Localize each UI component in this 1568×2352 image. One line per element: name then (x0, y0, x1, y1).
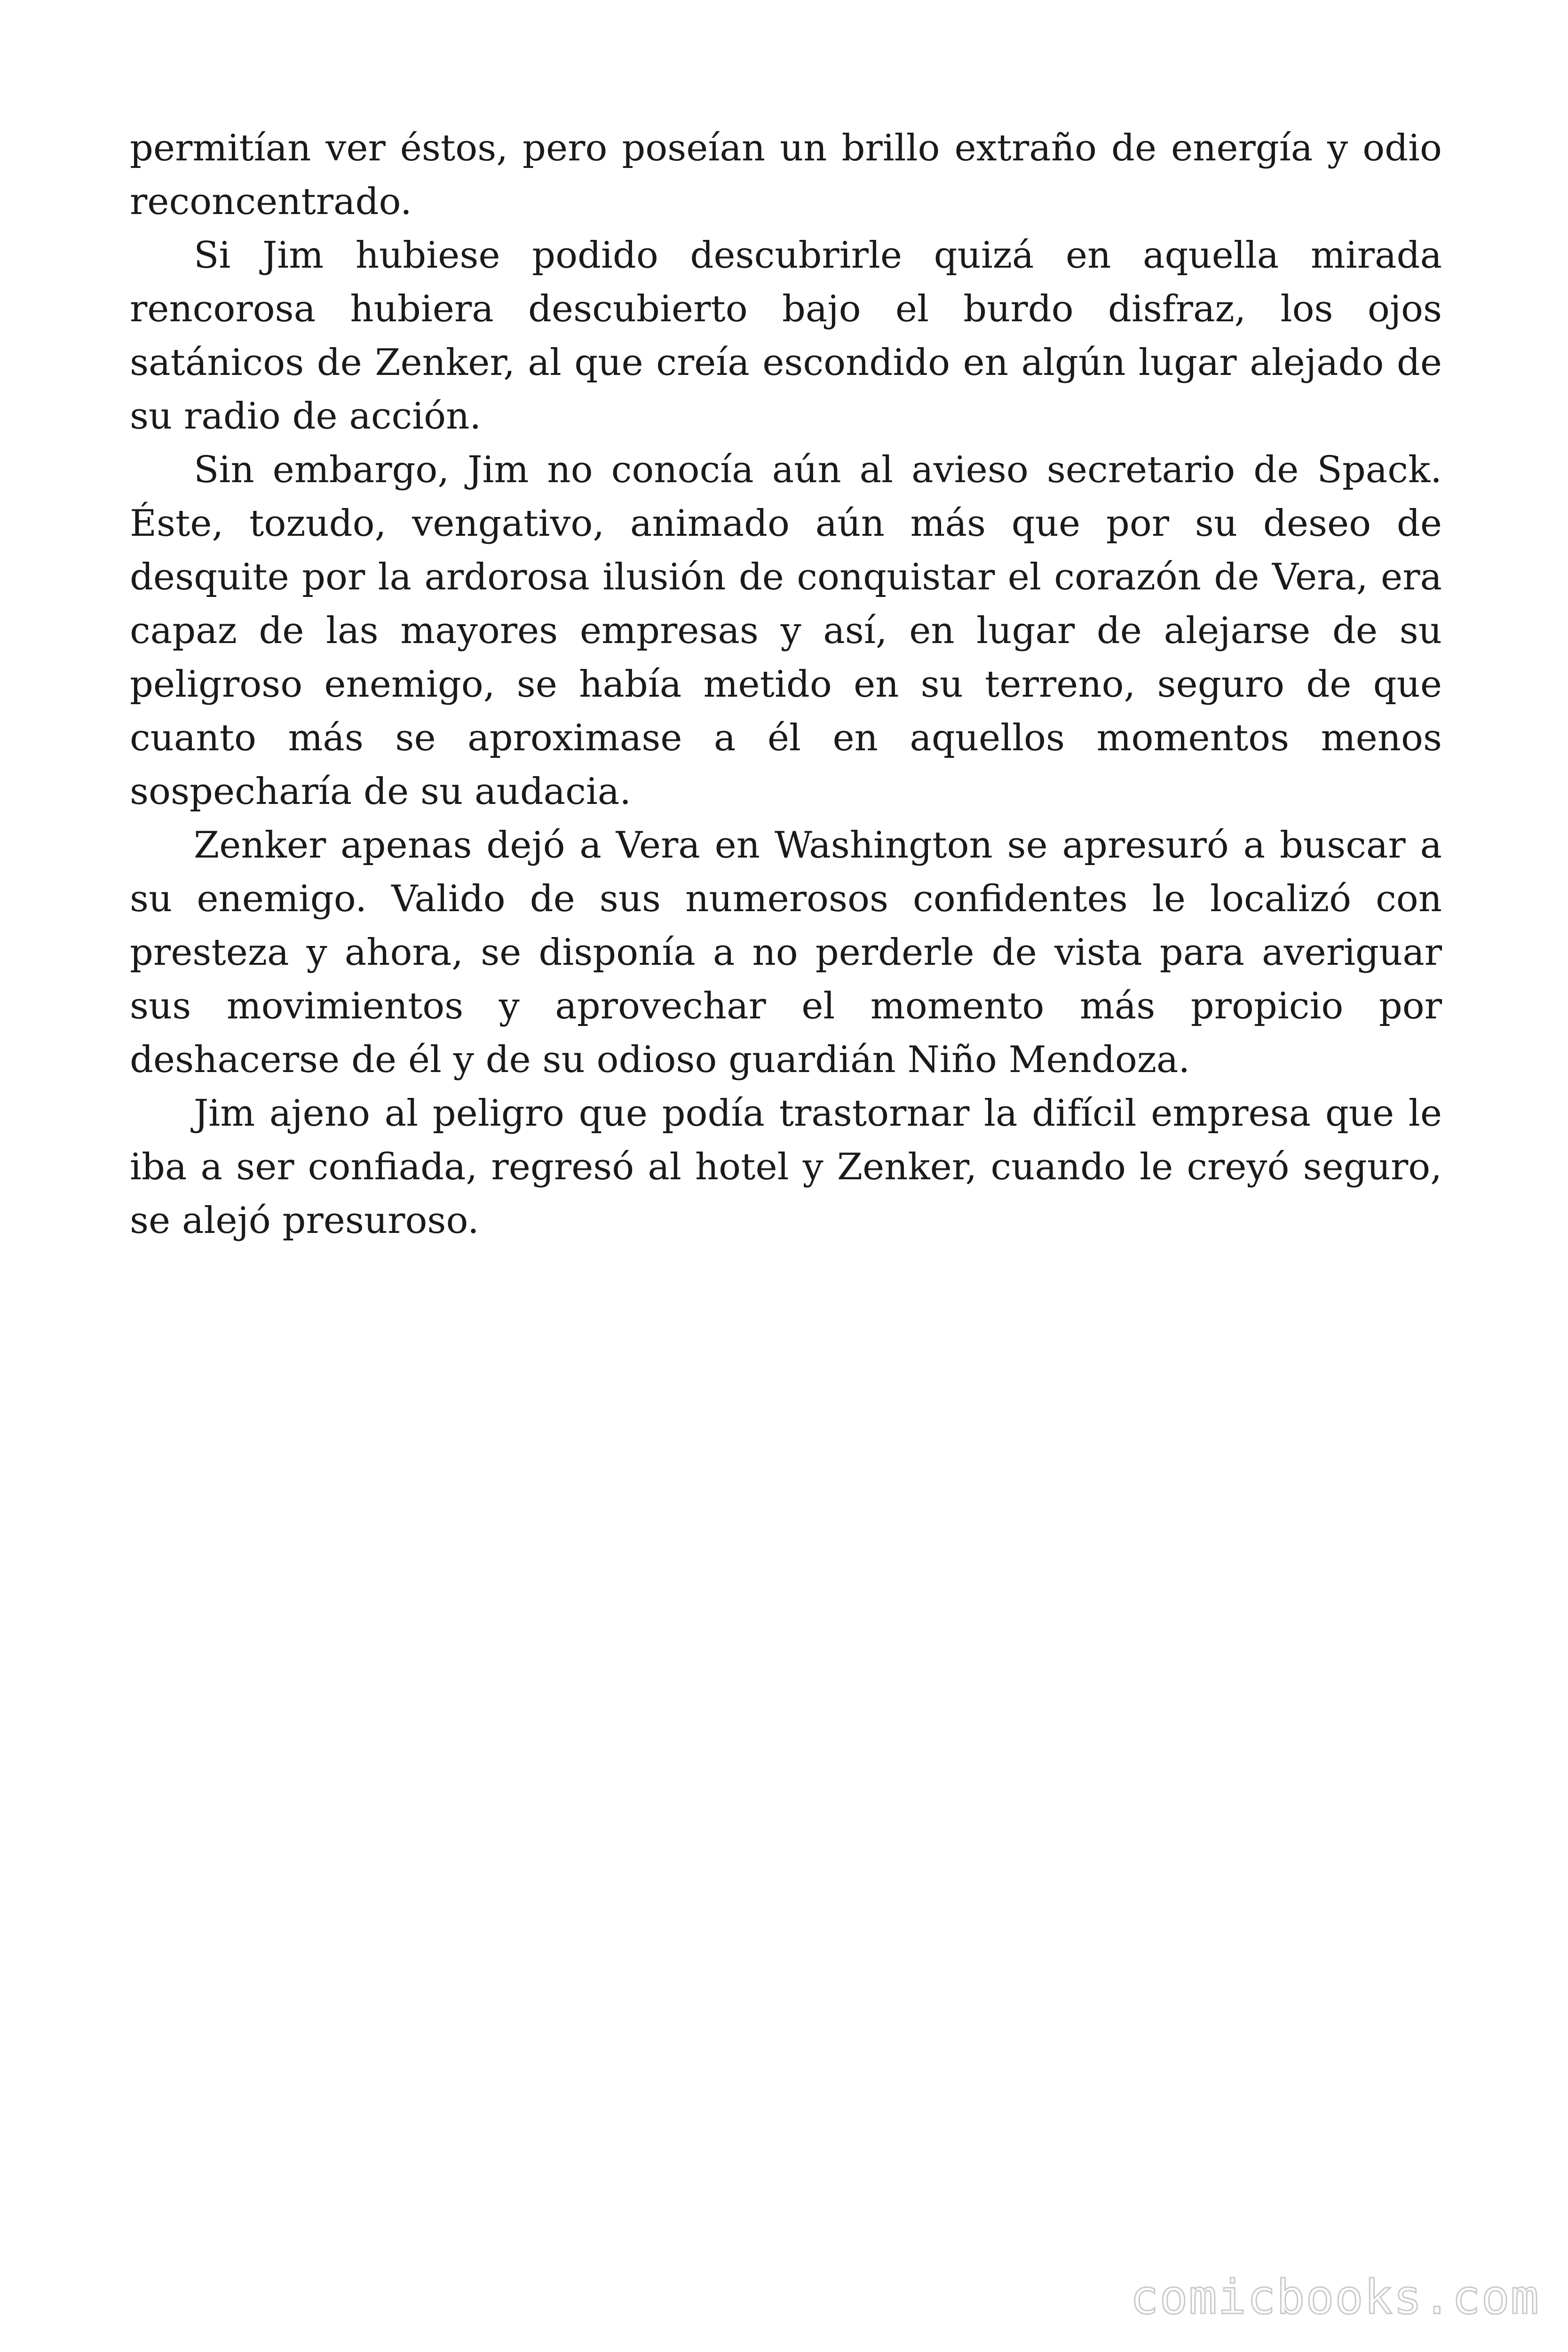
paragraph-continued: permitían ver éstos, pero poseían un brillo extraño de energía y odio reconcentrado. (130, 127, 1442, 223)
watermark: comicbooks.com (1130, 2270, 1540, 2325)
paragraph: Jim ajeno al peligro que podía trastornar la difícil empresa que le iba a ser confiada, regresó al hotel y Zenker, cuando le creyó seguro, se alejó presuroso. (130, 1092, 1442, 1242)
paragraph: Zenker apenas dejó a Vera en Washington se apresuró a buscar a su enemigo. Valido de sus numerosos confidentes le localizó con presteza y ahora, se disponía a no perderle de vista para averiguar sus movimientos y aprovechar el momento más propicio por deshacerse de él y de su odioso guardián Niño Mendoza. (130, 824, 1442, 1081)
paragraph: Si Jim hubiese podido descubrirle quizá en aquella mirada rencorosa hubiera descubierto bajo el burdo disfraz, los ojos satánicos de Zenker, al que creía escondido en algún lugar alejado de su radio de acción. (130, 234, 1442, 437)
body-text (130, 121, 1442, 1248)
paragraph: Sin embargo, Jim no conocía aún al avieso secretario de Spack. Éste, tozudo, vengativo, animado aún más que por su deseo de desquite por la ardorosa ilusión de conquistar el corazón de Vera, era capaz de las mayores empresas y así, en lugar de alejarse de su peligroso enemigo, se había metido en su terreno, seguro de que cuanto más se aproximase a él en aquellos momentos menos sospecharía de su audacia. (130, 449, 1442, 813)
